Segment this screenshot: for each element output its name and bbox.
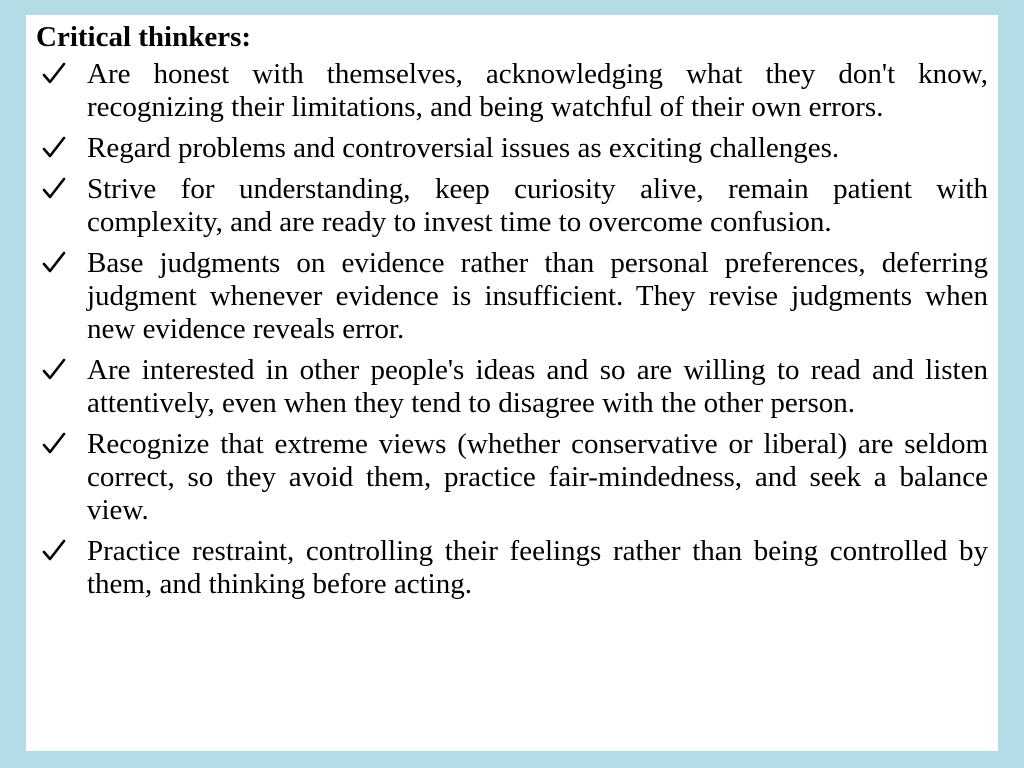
list-item-text: Regard problems and controversial issues as exciting challenges. [87, 132, 840, 164]
slide-title: Critical thinkers: [36, 21, 252, 53]
list-item [42, 132, 988, 165]
list-item-text: Practice restraint, controlling their feelings rather than being controlled by them, and thinking before acting. [87, 535, 988, 600]
checkmark-icon [42, 535, 72, 568]
list-item-text: Base judgments on evidence rather than personal preferences, deferring judgment whenever evidence is insufficient. They revise judgments when new evidence reveals error. [87, 247, 988, 345]
list-item [42, 535, 988, 601]
checkmark-icon [42, 428, 72, 461]
list-item [42, 173, 988, 239]
list-item-text: Recognize that extreme views (whether conservative or liberal) are seldom correct, so they avoid them, practice fair-mindedness, and seek a balance view. [87, 428, 988, 526]
checkmark-icon [42, 58, 72, 91]
list-item [42, 354, 988, 420]
slide-panel [26, 15, 998, 751]
checkmark-icon [42, 354, 72, 387]
list-item-text: Strive for understanding, keep curiosity alive, remain patient with complexity, and are ready to invest time to overcome confusion. [87, 173, 988, 238]
bullet-list [42, 58, 988, 609]
list-item [42, 247, 988, 346]
checkmark-icon [42, 247, 72, 280]
list-item-text: Are interested in other people's ideas and so are willing to read and listen attentively, even when they tend to disagree with the other person. [87, 354, 988, 419]
checkmark-icon [42, 173, 72, 206]
list-item-text: Are honest with themselves, acknowledging what they don't know, recognizing their limitations, and being watchful of their own errors. [87, 58, 988, 123]
checkmark-icon [42, 132, 72, 165]
list-item [42, 428, 988, 527]
list-item [42, 58, 988, 124]
